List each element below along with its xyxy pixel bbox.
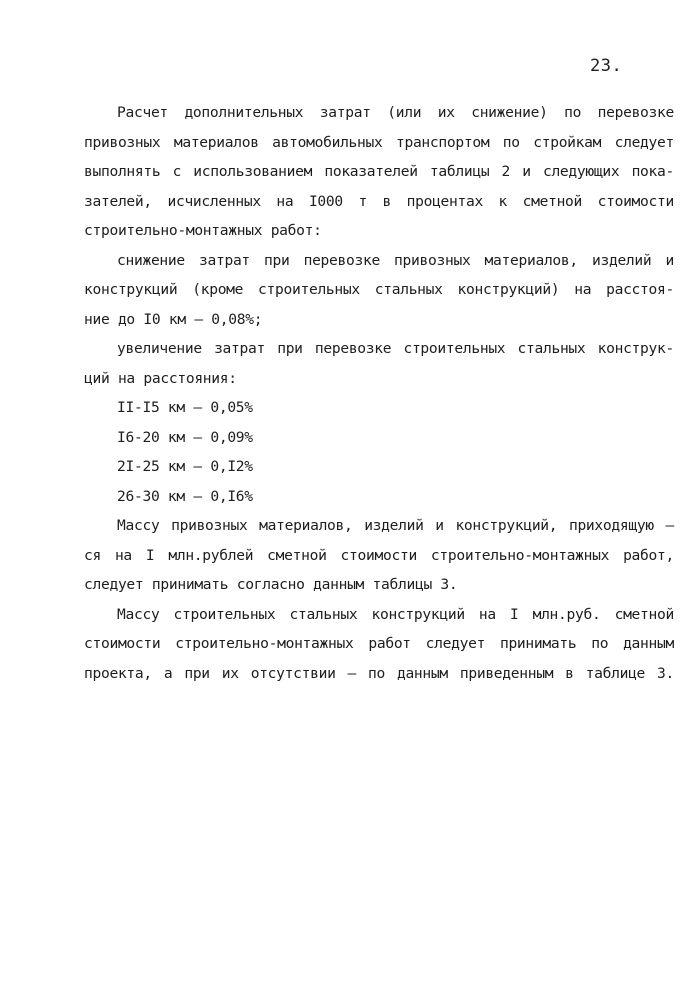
- text-line: Массу строительных стальных конструкций на I млн.руб. сметной: [117, 605, 674, 623]
- text-line: ся на I млн.рублей сметной стоимости строительно-монтажных работ,: [84, 546, 674, 564]
- body-text: [84, 98, 674, 688]
- list-item: I6-20 км – 0,09%: [117, 428, 253, 446]
- text-line: привозных материалов автомобильных транспортом по стройкам следует: [84, 133, 674, 151]
- text-line: Массу привозных материалов, изделий и конструкций, приходящую –: [117, 517, 674, 534]
- text-line: Расчет дополнительных затрат (или их снижение) по перевозке: [117, 104, 674, 121]
- text-line: снижение затрат при перевозке привозных материалов, изделий и: [117, 251, 674, 269]
- list-item: II-I5 км – 0,05%: [117, 399, 253, 416]
- text-line: следует принимать согласно данным таблицы 3.: [84, 576, 458, 593]
- list-item: 2I-25 км – 0,I2%: [117, 458, 253, 475]
- text-line: увеличение затрат при перевозке строительных стальных конструк-: [117, 340, 674, 357]
- text-line: стоимости строительно-монтажных работ следует принимать по данным: [84, 635, 674, 652]
- text-line: строительно-монтажных работ:: [84, 222, 322, 239]
- page-number: 23.: [590, 56, 623, 76]
- text-line: проекта, а при их отсутствии – по данным приведенным в таблице 3.: [84, 664, 674, 682]
- text-line: конструкций (кроме строительных стальных конструкций) на расстоя-: [84, 281, 674, 298]
- text-line: выполнять с использованием показателей таблицы 2 и следующих пока-: [84, 163, 674, 180]
- text-line: ций на расстояния:: [84, 369, 237, 387]
- text-line: зателей, исчисленных на I000 т в процентах к сметной стоимости: [84, 192, 674, 210]
- list-item: 26-30 км – 0,I6%: [117, 487, 253, 505]
- text-line: ние до I0 км – 0,08%;: [84, 310, 263, 328]
